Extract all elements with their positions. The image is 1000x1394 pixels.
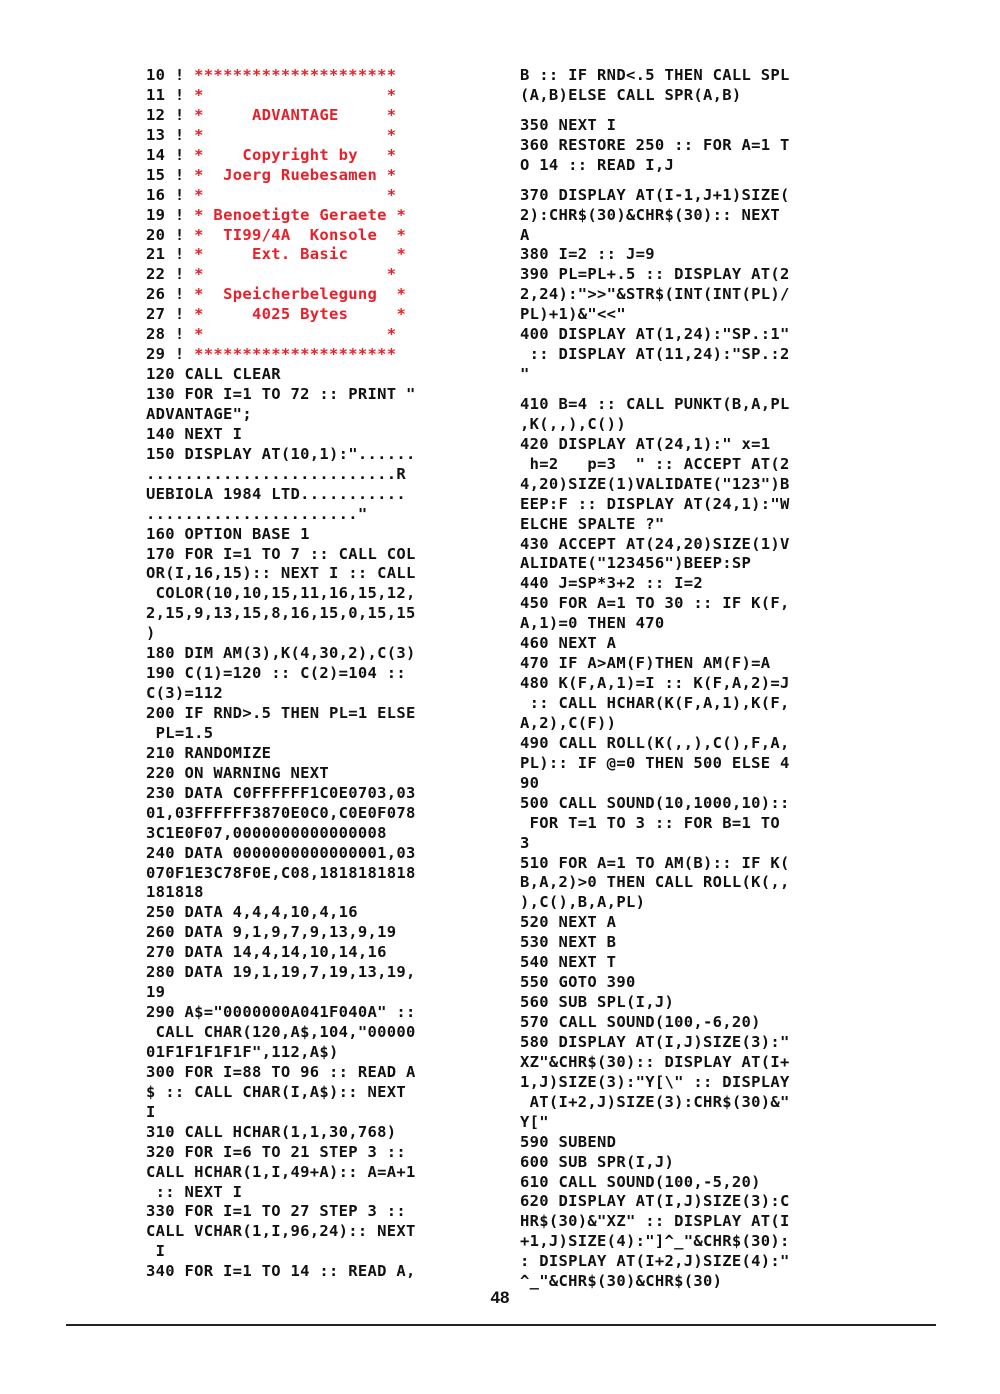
- code-text: 270 DATA 14,4,14,10,14,16: [146, 943, 387, 962]
- code-line: [520, 345, 865, 365]
- code-line: [146, 943, 488, 963]
- code-text: PL=1.5: [146, 723, 214, 742]
- code-text: 16 !: [146, 185, 195, 204]
- code-line: [520, 634, 865, 654]
- code-text: CALL VCHAR(1,I,96,24):: NEXT: [146, 1222, 416, 1241]
- code-line: [520, 116, 865, 136]
- code-line: [520, 973, 865, 993]
- code-text: 160 OPTION BASE 1: [146, 524, 310, 543]
- code-text: O 14 :: READ I,J: [520, 155, 675, 174]
- code-line: [520, 1033, 865, 1053]
- code-line: [520, 475, 865, 495]
- code-line: [520, 156, 865, 176]
- code-line: [146, 1143, 488, 1163]
- code-text: FOR T=1 TO 3 :: FOR B=1 TO: [520, 813, 781, 832]
- code-text: 140 NEXT I: [146, 424, 243, 443]
- banner-text: * Joerg Ruebesamen *: [194, 165, 397, 184]
- code-line: [146, 245, 488, 265]
- code-text: 510 FOR A=1 TO AM(B):: IF K(: [520, 853, 790, 872]
- code-line: [520, 305, 865, 325]
- code-text: 590 SUBEND: [520, 1132, 617, 1151]
- code-text: 181818: [146, 883, 204, 902]
- code-text: ......................": [146, 504, 368, 523]
- code-line: [520, 654, 865, 674]
- code-line: [146, 704, 488, 724]
- code-text: 29 !: [146, 345, 195, 364]
- code-text: ^_"&CHR$(30)&CHR$(30): [520, 1272, 723, 1291]
- banner-text: * TI99/4A Konsole *: [194, 225, 407, 244]
- code-text: CALL HCHAR(1,I,49+A):: A=A+1: [146, 1162, 416, 1181]
- code-line: [520, 614, 865, 634]
- code-line: [146, 206, 488, 226]
- code-line: [520, 794, 865, 814]
- code-line: [520, 136, 865, 156]
- code-text: 10 !: [146, 66, 195, 84]
- left-code-column: [146, 66, 488, 1282]
- code-text: 22 !: [146, 265, 195, 284]
- code-text: 210 RANDOMIZE: [146, 743, 272, 762]
- code-text: 550 GOTO 390: [520, 973, 636, 992]
- banner-text: *********************: [194, 345, 397, 364]
- code-text: 14 !: [146, 145, 195, 164]
- banner-text: * Ext. Basic *: [194, 245, 407, 264]
- code-text: 280 DATA 19,1,19,7,19,13,19,: [146, 963, 416, 982]
- paragraph-gap: [520, 176, 865, 186]
- code-text: 180 DIM AM(3),K(4,30,2),C(3): [146, 644, 416, 663]
- code-text: 12 !: [146, 105, 195, 124]
- code-line: [520, 554, 865, 574]
- code-text: XZ"&CHR$(30):: DISPLAY AT(I+: [520, 1052, 790, 1071]
- code-text: 2,15,9,13,15,8,16,15,0,15,15: [146, 604, 416, 623]
- code-line: [146, 1043, 488, 1063]
- code-text: 150 DISPLAY AT(10,1):"......: [146, 444, 416, 463]
- code-text: 01F1F1F1F1F",112,A$): [146, 1042, 339, 1061]
- code-line: [146, 824, 488, 844]
- code-text: 27 !: [146, 305, 195, 324]
- code-text: 410 B=4 :: CALL PUNKT(B,A,PL: [520, 394, 790, 413]
- code-text: 190 C(1)=120 :: C(2)=104 ::: [146, 664, 407, 683]
- code-line: [520, 1013, 865, 1033]
- code-line: [146, 903, 488, 923]
- code-text: 520 NEXT A: [520, 913, 617, 932]
- code-line: [146, 325, 488, 345]
- code-text: 19 !: [146, 205, 195, 224]
- code-line: [520, 1053, 865, 1073]
- code-line: [520, 714, 865, 734]
- code-text: 4,20)SIZE(1)VALIDATE("123")B: [520, 474, 790, 493]
- code-line: [146, 265, 488, 285]
- code-text: :: CALL HCHAR(K(F,A,1),K(F,: [520, 694, 790, 713]
- code-text: ),C(),B,A,PL): [520, 893, 646, 912]
- code-line: [146, 525, 488, 545]
- code-text: : DISPLAY AT(I+2,J)SIZE(4):": [520, 1252, 790, 1271]
- code-text: 260 DATA 9,1,9,7,9,13,9,19: [146, 923, 397, 942]
- footer-rule: [66, 1324, 936, 1326]
- code-line: [146, 744, 488, 764]
- code-line: [146, 624, 488, 644]
- code-text: 560 SUB SPL(I,J): [520, 993, 675, 1012]
- page-number: 48: [490, 1288, 510, 1307]
- code-line: [146, 844, 488, 864]
- code-line: [520, 265, 865, 285]
- code-text: A,1)=0 THEN 470: [520, 614, 665, 633]
- code-line: [520, 325, 865, 345]
- code-line: [520, 365, 865, 385]
- code-line: [146, 545, 488, 565]
- code-text: OR(I,16,15):: NEXT I :: CALL: [146, 564, 416, 583]
- code-line: [146, 764, 488, 784]
- code-text: ): [146, 624, 156, 643]
- code-text: +1,J)SIZE(4):"]^_"&CHR$(30):: [520, 1232, 790, 1251]
- code-line: [146, 1202, 488, 1222]
- code-text: 300 FOR I=88 TO 96 :: READ A: [146, 1062, 416, 1081]
- code-line: [146, 1003, 488, 1023]
- code-line: [520, 226, 865, 246]
- code-text: 360 RESTORE 250 :: FOR A=1 T: [520, 135, 790, 154]
- code-text: h=2 p=3 " :: ACCEPT AT(2: [520, 454, 790, 473]
- code-line: [146, 485, 488, 505]
- code-text: 570 CALL SOUND(100,-6,20): [520, 1013, 761, 1032]
- code-text: 530 NEXT B: [520, 933, 617, 952]
- code-text: CALL CHAR(120,A$,104,"00000: [146, 1023, 416, 1041]
- code-line: [146, 1242, 488, 1262]
- code-line: [146, 345, 488, 365]
- code-text: A: [520, 225, 530, 244]
- code-text: EEP:F :: DISPLAY AT(24,1):"W: [520, 494, 790, 513]
- code-line: [146, 664, 488, 684]
- code-line: [146, 445, 488, 465]
- code-line: [520, 1093, 865, 1113]
- code-text: C(3)=112: [146, 684, 224, 703]
- code-line: [146, 604, 488, 624]
- code-line: [146, 186, 488, 206]
- code-line: [520, 206, 865, 226]
- code-line: [520, 594, 865, 614]
- code-line: [520, 913, 865, 933]
- code-line: [520, 1133, 865, 1153]
- code-text: 600 SUB SPR(I,J): [520, 1152, 675, 1171]
- code-text: I: [146, 1242, 166, 1261]
- code-line: [520, 1232, 865, 1252]
- code-text: 1,J)SIZE(3):"Y[\" :: DISPLAY: [520, 1072, 790, 1091]
- code-line: [146, 564, 488, 584]
- code-text: :: DISPLAY AT(11,24):"SP.:2: [520, 345, 790, 364]
- code-text: 90: [520, 773, 540, 792]
- code-line: [146, 644, 488, 664]
- code-text: ELCHE SPALTE ?": [520, 514, 665, 533]
- code-text: 450 FOR A=1 TO 30 :: IF K(F,: [520, 594, 790, 613]
- code-line: [146, 1262, 488, 1282]
- code-line: [520, 1113, 865, 1133]
- code-line: [146, 1103, 488, 1123]
- code-line: [146, 1123, 488, 1143]
- code-text: 310 CALL HCHAR(1,1,30,768): [146, 1122, 397, 1141]
- code-text: 620 DISPLAY AT(I,J)SIZE(3):C: [520, 1192, 790, 1211]
- code-line: [146, 166, 488, 186]
- code-line: [520, 834, 865, 854]
- code-line: [520, 854, 865, 874]
- code-text: 3: [520, 833, 530, 852]
- code-text: A,2),C(F)): [520, 713, 617, 732]
- code-line: [146, 86, 488, 106]
- code-line: [146, 106, 488, 126]
- code-line: [520, 535, 865, 555]
- code-line: [520, 1153, 865, 1173]
- code-text: 3C1E0F07,0000000000000008: [146, 823, 387, 842]
- banner-text: * *: [194, 325, 397, 344]
- code-line: [520, 574, 865, 594]
- code-text: 320 FOR I=6 TO 21 STEP 3 ::: [146, 1142, 407, 1161]
- code-line: [146, 584, 488, 604]
- code-text: 490 CALL ROLL(K(,,),C(),F,A,: [520, 733, 790, 752]
- code-text: 460 NEXT A: [520, 634, 617, 653]
- code-line: [520, 186, 865, 206]
- code-text: AT(I+2,J)SIZE(3):CHR$(30)&": [520, 1092, 790, 1111]
- code-line: [146, 1063, 488, 1083]
- code-line: [520, 455, 865, 475]
- code-line: [520, 674, 865, 694]
- code-text: B :: IF RND<.5 THEN CALL SPL: [520, 66, 790, 84]
- code-text: PL)+1)&"<<": [520, 305, 626, 324]
- banner-text: * Speicherbelegung *: [194, 285, 407, 304]
- code-text: 19: [146, 983, 166, 1002]
- code-line: [520, 1173, 865, 1193]
- code-line: [146, 883, 488, 903]
- code-text: :: NEXT I: [146, 1182, 243, 1201]
- banner-text: *********************: [194, 66, 397, 84]
- code-text: 420 DISPLAY AT(24,1):" x=1: [520, 434, 771, 453]
- code-line: [520, 66, 865, 86]
- code-line: [520, 415, 865, 435]
- code-text: 350 NEXT I: [520, 115, 617, 134]
- code-text: 380 I=2 :: J=9: [520, 245, 655, 264]
- code-text: 120 CALL CLEAR: [146, 365, 281, 384]
- code-text: 11 !: [146, 85, 195, 104]
- code-text: Y[": [520, 1112, 549, 1131]
- paragraph-gap: [520, 106, 865, 116]
- code-text: 170 FOR I=1 TO 7 :: CALL COL: [146, 544, 416, 563]
- banner-text: * ADVANTAGE *: [194, 105, 397, 124]
- banner-text: * *: [194, 125, 397, 144]
- code-text: 400 DISPLAY AT(1,24):"SP.:1": [520, 325, 790, 344]
- code-text: 340 FOR I=1 TO 14 :: READ A,: [146, 1262, 416, 1281]
- code-line: [520, 734, 865, 754]
- code-text: 440 J=SP*3+2 :: I=2: [520, 574, 704, 593]
- code-line: [520, 395, 865, 415]
- code-line: [146, 146, 488, 166]
- code-text: 540 NEXT T: [520, 953, 617, 972]
- code-line: [146, 864, 488, 884]
- code-line: [520, 435, 865, 455]
- code-text: 290 A$="0000000A041F040A" ::: [146, 1003, 416, 1022]
- code-text: 20 !: [146, 225, 195, 244]
- paragraph-gap: [520, 385, 865, 395]
- code-text: 15 !: [146, 165, 195, 184]
- code-text: 13 !: [146, 125, 195, 144]
- code-text: ": [520, 365, 530, 384]
- code-text: 430 ACCEPT AT(24,20)SIZE(1)V: [520, 534, 790, 553]
- code-line: [520, 993, 865, 1013]
- code-text: (A,B)ELSE CALL SPR(A,B): [520, 85, 742, 104]
- code-text: 240 DATA 0000000000000001,03: [146, 843, 416, 862]
- code-text: I: [146, 1102, 156, 1121]
- code-line: [520, 754, 865, 774]
- code-text: ADVANTAGE";: [146, 404, 252, 423]
- code-line: [146, 963, 488, 983]
- code-text: 480 K(F,A,1)=I :: K(F,A,2)=J: [520, 674, 790, 693]
- code-line: [146, 66, 488, 86]
- code-line: [146, 923, 488, 943]
- code-line: [520, 515, 865, 535]
- banner-text: * Benoetigte Geraete *: [194, 205, 407, 224]
- code-line: [146, 425, 488, 445]
- code-text: UEBIOLA 1984 LTD...........: [146, 484, 407, 503]
- code-line: [146, 684, 488, 704]
- right-code-column: [520, 66, 865, 1292]
- code-line: [520, 694, 865, 714]
- code-line: [146, 1083, 488, 1103]
- code-line: [146, 465, 488, 485]
- code-line: [520, 495, 865, 515]
- code-text: 470 IF A>AM(F)THEN AM(F)=A: [520, 654, 771, 673]
- code-line: [146, 226, 488, 246]
- banner-text: * *: [194, 185, 397, 204]
- code-text: 220 ON WARNING NEXT: [146, 763, 330, 782]
- code-line: [146, 126, 488, 146]
- code-text: PL):: IF @=0 THEN 500 ELSE 4: [520, 753, 790, 772]
- code-text: ..........................R: [146, 464, 407, 483]
- code-text: 370 DISPLAY AT(I-1,J+1)SIZE(: [520, 185, 790, 204]
- banner-text: * *: [194, 85, 397, 104]
- code-line: [146, 1163, 488, 1183]
- code-line: [520, 774, 865, 794]
- code-line: [146, 724, 488, 744]
- code-text: B,A,2)>0 THEN CALL ROLL(K(,,: [520, 873, 790, 892]
- banner-text: * 4025 Bytes *: [194, 305, 407, 324]
- code-line: [520, 1212, 865, 1232]
- code-text: COLOR(10,10,15,11,16,15,12,: [146, 584, 416, 603]
- code-line: [146, 305, 488, 325]
- code-line: [146, 983, 488, 1003]
- code-text: 610 CALL SOUND(100,-5,20): [520, 1172, 761, 1191]
- code-text: 200 IF RND>.5 THEN PL=1 ELSE: [146, 704, 416, 722]
- code-line: [520, 1252, 865, 1272]
- code-text: 230 DATA C0FFFFFF1C0E0703,03: [146, 783, 416, 802]
- code-text: 250 DATA 4,4,4,10,4,16: [146, 903, 358, 922]
- code-text: 01,03FFFFFF3870E0C0,C0E0F078: [146, 803, 416, 822]
- code-line: [146, 405, 488, 425]
- code-text: 330 FOR I=1 TO 27 STEP 3 ::: [146, 1202, 407, 1221]
- code-line: [520, 933, 865, 953]
- code-text: 500 CALL SOUND(10,1000,10)::: [520, 793, 790, 812]
- code-text: HR$(30)&"XZ" :: DISPLAY AT(I: [520, 1212, 790, 1231]
- banner-text: * Copyright by *: [194, 145, 397, 164]
- code-text: ,K(,,),C()): [520, 414, 626, 433]
- code-text: 130 FOR I=1 TO 72 :: PRINT ": [146, 385, 416, 403]
- code-line: [520, 245, 865, 265]
- code-text: 2,24):">>"&STR$(INT(INT(PL)/: [520, 285, 790, 304]
- code-line: [146, 804, 488, 824]
- banner-text: * *: [194, 265, 397, 284]
- code-text: 580 DISPLAY AT(I,J)SIZE(3):": [520, 1032, 790, 1051]
- code-line: [520, 1192, 865, 1212]
- code-text: $ :: CALL CHAR(I,A$):: NEXT: [146, 1082, 407, 1101]
- code-line: [520, 814, 865, 834]
- code-line: [146, 365, 488, 385]
- code-line: [146, 1023, 488, 1043]
- code-text: 390 PL=PL+.5 :: DISPLAY AT(2: [520, 265, 790, 284]
- code-line: [146, 784, 488, 804]
- code-line: [146, 505, 488, 525]
- code-line: [146, 1183, 488, 1203]
- code-text: 070F1E3C78F0E,C08,1818181818: [146, 863, 416, 882]
- code-line: [146, 385, 488, 405]
- code-text: 21 !: [146, 245, 195, 264]
- code-line: [146, 1222, 488, 1242]
- code-line: [520, 86, 865, 106]
- code-line: [520, 953, 865, 973]
- code-line: [520, 893, 865, 913]
- code-text: 26 !: [146, 285, 195, 304]
- code-line: [520, 285, 865, 305]
- code-text: 2):CHR$(30)&CHR$(30):: NEXT: [520, 205, 781, 224]
- code-line: [520, 1073, 865, 1093]
- code-text: ALIDATE("123456")BEEP:SP: [520, 554, 752, 573]
- code-line: [146, 285, 488, 305]
- code-line: [520, 873, 865, 893]
- code-text: 28 !: [146, 325, 195, 344]
